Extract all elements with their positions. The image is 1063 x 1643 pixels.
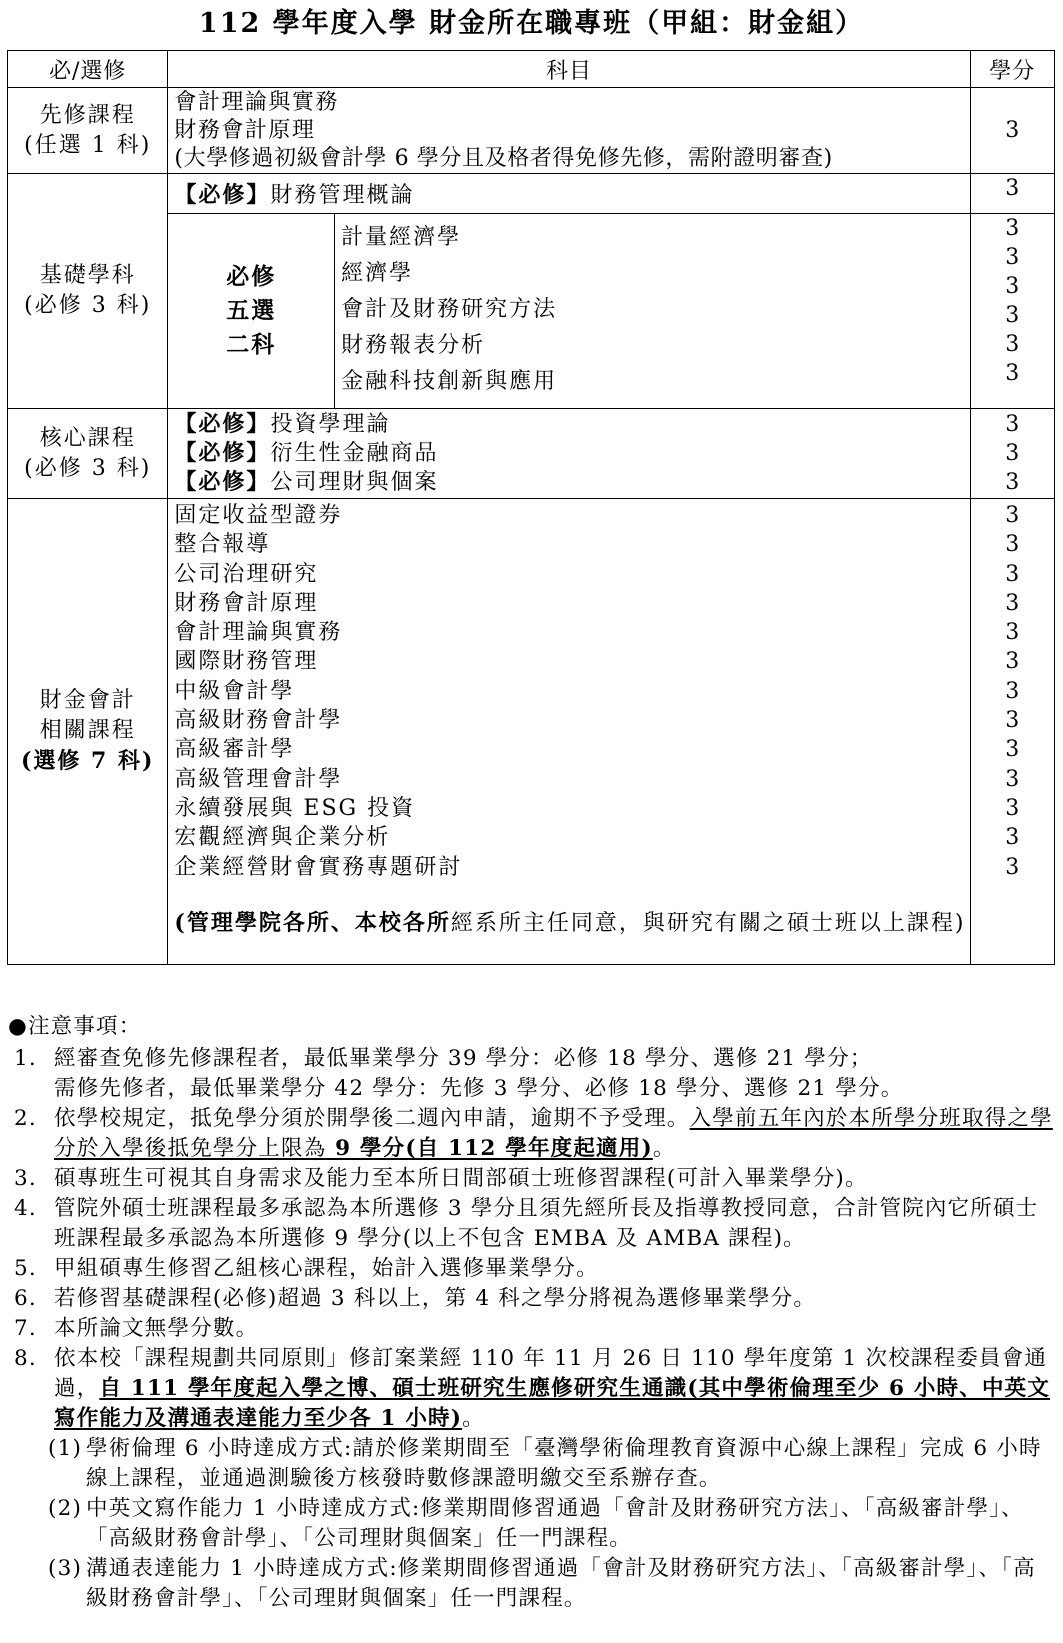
note-item: 6. 若修習基礎課程(必修)超過 3 科以上，第 4 科之學分將視為選修畢業學分。 [14, 1286, 817, 1311]
list-item: 中級會計學 [174, 678, 295, 704]
header-subject: 科目 [168, 51, 970, 88]
list-item: 企業經營財會實務專題研討 [174, 854, 463, 880]
list-item: 會計及財務研究方法 [341, 297, 558, 322]
curriculum-table [7, 50, 1055, 965]
list-item: 經濟學 [341, 261, 414, 286]
list-item: 高級審計學 [174, 737, 295, 763]
list-item: 高級管理會計學 [174, 766, 343, 792]
header-type: 必/選修 [8, 51, 168, 88]
sub-note-item: (3) 溝通表達能力 1 小時達成方式:修業期間修習通過「會計及財務研究方法」、「高級審計學」、「高級財務會計學」、「公司理財與個案」任一門課程。 [48, 1556, 1036, 1611]
prereq-credit: 3 [970, 88, 1054, 174]
finance-credits: 3 3 3 3 3 3 3 3 3 3 3 3 3 [970, 499, 1054, 965]
basic-required-row [8, 174, 1055, 214]
core-row [8, 409, 1055, 499]
list-item: 財務會計原理 [174, 590, 319, 616]
list-item: 【必修】投資學理論 [174, 411, 391, 437]
note-item: 7. 本所論文無學分數。 [14, 1316, 259, 1341]
list-item: 永續發展與 ESG 投資 [174, 795, 416, 821]
note-item: 4. 管院外碩士班課程最多承認為本所選修 3 學分且須先經所長及指導教授同意，合計管院內它所碩士班課程最多承認為本所選修 9 學分(以上不包含 EMBA 及 AMBA 課程)。 [14, 1196, 1039, 1251]
list-item: 【必修】公司理財與個案 [174, 469, 439, 495]
list-item: 國際財務管理 [174, 649, 319, 675]
list-item: 金融科技創新與應用 [341, 369, 558, 394]
prereq-subjects [168, 88, 970, 174]
core-category: 核心課程 (必修 3 科) [8, 409, 168, 499]
note-item: 8. 依本校「課程規劃共同原則」修訂案業經 110 年 11 月 26 日 110 學年度第 1 次校課程委員會通過，自 111 學年度起入學之博、碩士班研究生應修研究生通識(其中學術倫理至少 6 小時、中英文寫作能力及溝通表達能力至少各 1 小時)。 [14, 1346, 1051, 1431]
note-item: 2. 依學校規定，抵免學分須於開學後二週內申請，逾期不予受理。入學前五年內於本所學分班取得之學分於入學後抵免學分上限為 9 學分(自 112 學年度起適用)。 [14, 1106, 1053, 1161]
finance-note: (管理學院各所、本校各所經系所主任同意，與研究有關之碩士班以上課程) [174, 909, 966, 936]
notes-section [8, 1012, 1058, 1614]
prereq-category: 先修課程 (任選 1 科) [8, 88, 168, 174]
list-item: 公司治理研究 [174, 561, 319, 587]
basic-category: 基礎學科 (必修 3 科) [8, 174, 168, 409]
list-item: 固定收益型證券 [174, 503, 343, 528]
table-header-row [8, 51, 1055, 88]
basic-elective-subjects [335, 214, 970, 409]
finance-category: 財金會計 相關課程 (選修 7 科) [8, 499, 168, 965]
note-item: 3. 碩專班生可視其自身需求及能力至本所日間部碩士班修習課程(可計入畢業學分)。 [14, 1166, 868, 1191]
core-credits: 3 3 3 [970, 409, 1054, 499]
notes-heading: ●注意事項： [8, 1014, 142, 1039]
note-item: 1. 經審查免修先修課程者，最低畢業學分 39 學分：必修 18 學分、選修 21 學分； 需修先修者，最低畢業學分 42 學分：先修 3 學分、必修 18 學分、選修 21 學分。 [14, 1046, 904, 1101]
list-item: 財務會計原理 [174, 117, 316, 143]
list-item: 【必修】衍生性金融商品 [174, 440, 439, 466]
page-title: 112 學年度入學 財金所在職專班（甲組：財金組） [198, 8, 865, 39]
list-item: 會計理論與實務 [174, 620, 343, 646]
core-subjects [168, 409, 970, 499]
basic-elective-credits: 3 3 3 3 3 3 [970, 214, 1054, 409]
finance-elective-row [8, 499, 1055, 965]
finance-subjects [168, 499, 970, 965]
basic-required-credit: 3 [970, 174, 1054, 214]
note-item: 5. 甲組碩專生修習乙組核心課程，始計入選修畢業學分。 [14, 1256, 599, 1281]
list-item: 整合報導 [174, 532, 271, 558]
list-item: 高級財務會計學 [174, 708, 343, 734]
list-item: 計量經濟學 [341, 225, 462, 250]
list-item: 宏觀經濟與企業分析 [174, 825, 391, 851]
sub-note-item: (1) 學術倫理 6 小時達成方式:請於修業期間至「臺灣學術倫理教育資源中心線上課程」完成 6 小時線上課程，並通過測驗後方核發時數修課證明繳交至系辦存查。 [48, 1436, 1042, 1491]
list-item: 財務報表分析 [341, 333, 486, 358]
prereq-note: (大學修過初級會計學 6 學分且及格者得免修先修，需附證明審查) [174, 145, 833, 171]
header-credits: 學分 [970, 51, 1054, 88]
list-item: 會計理論與實務 [174, 89, 339, 115]
choose-two-label: 必修 五選 二科 [168, 214, 335, 409]
basic-required-subject: 【必修】財務管理概論 [168, 174, 970, 214]
prereq-row [8, 88, 1055, 174]
sub-note-item: (2) 中英文寫作能力 1 小時達成方式:修業期間修習通過「會計及財務研究方法」、「高級審計學」、「高級財務會計學」、「公司理財與個案」任一門課程。 [48, 1496, 1024, 1551]
